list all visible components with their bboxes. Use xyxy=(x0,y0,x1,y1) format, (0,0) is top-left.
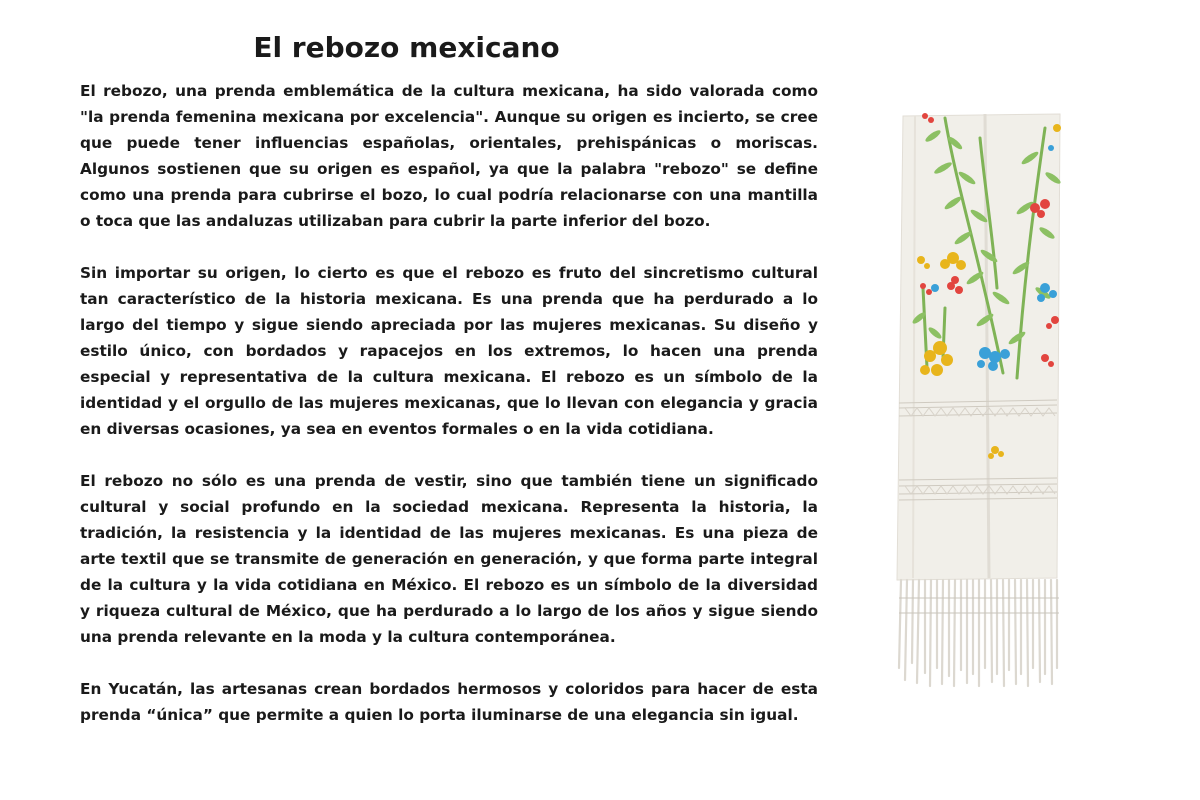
article-body xyxy=(80,78,818,754)
rebozo-fabric xyxy=(897,114,1060,580)
fringe-icon xyxy=(899,580,1057,686)
paragraph-syncretism: Sin importar su origen, lo cierto es que el rebozo es fruto del sincretismo cultural tan característico de la historia mexicana. Es una prenda que ha perdurado a lo largo del tiempo y sigue siendo apreciada por las mujeres mexicanas. Su diseño y estilo único, con bordados y rapacejos en los extremos, lo hacen una prenda especial y representativa de la cultura mexicana. El rebozo es un símbolo de la identidad y el orgullo de las mujeres mexicanas, que lo llevan con elegancia y gracia en diversas ocasiones, ya sea en eventos formales o en la vida cotidiana. xyxy=(80,264,818,438)
paragraph-significance: El rebozo no sólo es una prenda de vestir, sino que también tiene un significado cultural y social profundo en la sociedad mexicana. Representa la historia, la tradición, la resistencia y la identidad de las mujeres mexicanas. Es una pieza de arte textil que se transmite de generación en generación, y que forma parte integral de la cultura y la vida cotidiana en México. El rebozo es un símbolo de la diversidad y riqueza cultural de México, que ha perdurado a lo largo de los años y sigue siendo una prenda relevante en la moda y la cultura contemporánea. xyxy=(80,472,818,646)
paragraph-yucatan: En Yucatán, las artesanas crean bordados hermosos y coloridos para hacer de esta prenda “única” que permite a quien lo porta iluminarse de una elegancia sin igual. xyxy=(80,680,818,724)
paragraph-origin: El rebozo, una prenda emblemática de la cultura mexicana, ha sido valorada como "la prenda femenina mexicana por excelencia". Aunque su origen es incierto, se cree que puede tener influencias españolas, orientales, prehispánicas o moriscas. Algunos sostienen que su origen es español, ya que la palabra "rebozo" se define como una prenda para cubrirse el bozo, lo cual podría relacionarse con una mantilla o toca que las andaluzas utilizaban para cubrir la parte inferior del bozo. xyxy=(80,82,818,230)
rebozo-image xyxy=(885,108,1065,688)
page-title: El rebozo mexicano xyxy=(253,31,560,64)
